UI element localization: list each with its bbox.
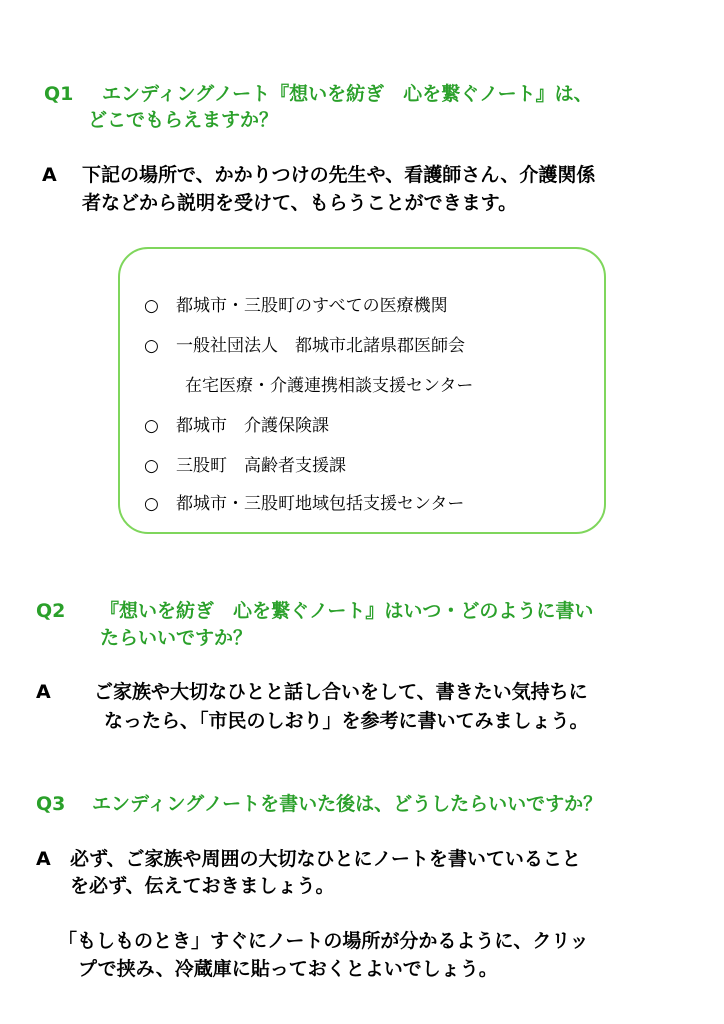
place-item-label: 一般社団法人 都城市北諸県郡医師会 — [176, 336, 465, 356]
answer-3-continued — [70, 871, 334, 901]
answer-3-note-continued — [78, 954, 498, 984]
question-3-label: Q3 — [36, 793, 66, 815]
place-item-label: 三股町 高齢者支援課 — [176, 456, 346, 476]
answer-3 — [36, 844, 581, 874]
answer-1-continued — [82, 188, 517, 218]
circle-bullet-icon: ○ — [144, 494, 159, 514]
place-item — [144, 331, 465, 356]
circle-bullet-icon: ○ — [144, 336, 159, 356]
place-item-label: 都城市・三股町のすべての医療機関 — [176, 296, 448, 316]
answer-1-line-2: 者などから説明を受けて、もらうことができます。 — [82, 192, 518, 214]
question-2-line-2: たらいいですか？ — [100, 627, 253, 649]
place-item-continued — [185, 371, 473, 396]
answer-1 — [42, 160, 595, 190]
place-item — [144, 489, 464, 514]
answer-2-label: A — [36, 681, 51, 703]
answer-3-label: A — [36, 848, 51, 870]
answer-2 — [36, 677, 588, 707]
answer-3-line-4: プで挟み、冷蔵庫に貼っておくとよいでしょう。 — [78, 958, 498, 980]
question-2-label: Q2 — [36, 600, 66, 622]
answer-3-line-3: 「もしものとき」すぐにノートの場所が分かるように、クリッ — [58, 930, 589, 952]
question-1-continued — [88, 106, 278, 134]
question-1-label: Q1 — [44, 83, 74, 105]
answer-1-label: A — [42, 164, 57, 186]
answer-3-line-1: 必ず、ご家族や周囲の大切なひとにノートを書いていること — [70, 848, 581, 870]
question-1-line-2: どこでもらえますか？ — [88, 109, 279, 131]
circle-bullet-icon: ○ — [144, 416, 159, 436]
answer-2-line-1: ご家族や大切なひとと話し合いをして、書きたい気持ちに — [94, 681, 588, 703]
answer-2-line-2: なったら、「市民のしおり」を参考に書いてみましょう。 — [104, 710, 589, 732]
place-item — [144, 291, 448, 316]
question-1 — [44, 80, 593, 108]
place-item — [144, 451, 346, 476]
question-2 — [36, 597, 593, 625]
place-item-label: 都城市 介護保険課 — [176, 416, 329, 436]
place-item-label: 都城市・三股町地域包括支援センター — [176, 494, 465, 514]
question-1-line-1: エンディングノート『想いを紡ぎ 心を繋ぐノート』は、 — [102, 83, 593, 105]
answer-3-line-2: を必ず、伝えておきましょう。 — [70, 875, 335, 897]
question-3-line-1: エンディングノートを書いた後は、どうしたらいいですか？ — [92, 793, 603, 815]
place-item — [144, 411, 329, 436]
answer-3-note — [58, 926, 589, 956]
answer-2-continued — [104, 706, 589, 736]
answer-1-line-1: 下記の場所で、かかりつけの先生や、看護師さん、介護関係 — [82, 164, 596, 186]
question-2-continued — [100, 624, 252, 652]
circle-bullet-icon: ○ — [144, 456, 159, 476]
question-3 — [36, 790, 602, 818]
circle-bullet-icon: ○ — [144, 296, 159, 316]
place-item-label: 在宅医療・介護連携相談支援センター — [185, 376, 474, 396]
question-2-line-1: 『想いを紡ぎ 心を繋ぐノート』はいつ・どのように書い — [100, 600, 594, 622]
